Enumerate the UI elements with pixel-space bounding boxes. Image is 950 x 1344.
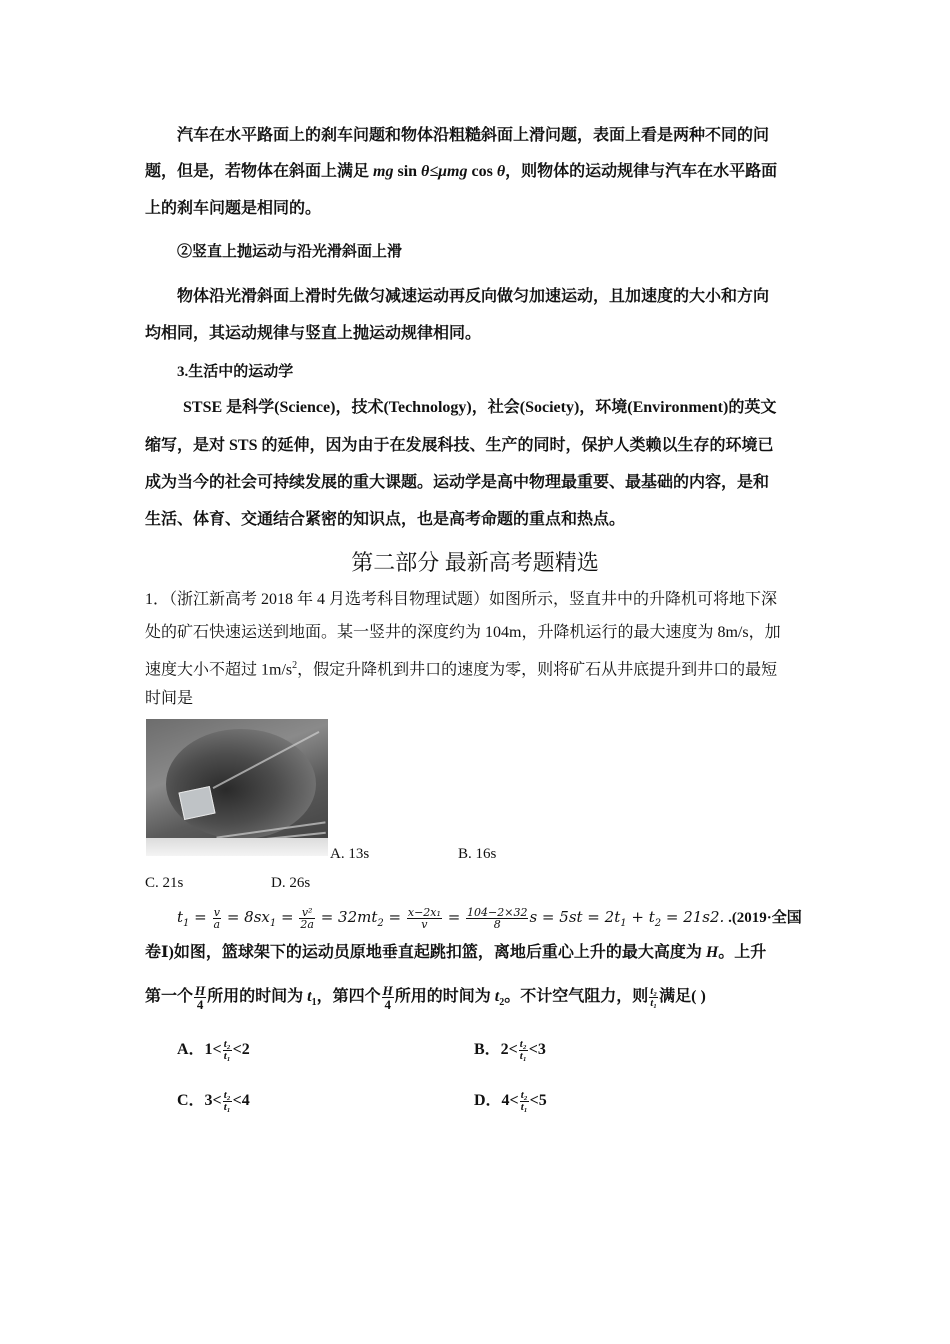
question-1-line-2: 处的矿石快速运送到地面。某一竖井的深度约为 104m，升降机运行的最大速度为 8m/s，加 xyxy=(145,624,781,641)
subheading-2: ②竖直上抛运动与沿光滑斜面上滑 xyxy=(177,244,403,260)
math-text: + t xyxy=(626,908,655,926)
q1-option-b: B. 16s xyxy=(458,846,497,862)
subscript: 2 xyxy=(377,918,384,929)
fraction-numerator: v xyxy=(213,906,220,920)
fraction-numerator: v² xyxy=(301,906,313,920)
subscript: 2 xyxy=(654,918,662,929)
math-text: = xyxy=(383,908,406,926)
text-span: ，假定升降机到井口的速度为零，则将矿石从井底提升到井口的最短 xyxy=(297,661,778,679)
fraction-t2-over-t1 xyxy=(520,1090,529,1113)
fraction-denominator: 4 xyxy=(194,997,206,1011)
math-text: = 8sx xyxy=(222,908,270,926)
text-span: A．1< xyxy=(177,1041,222,1058)
fraction-numerator: t₂ xyxy=(520,1088,528,1101)
mine-shaft-photo xyxy=(146,719,328,856)
fraction-denominator: a xyxy=(213,918,221,932)
text-span: 速度大小不超过 1m/s xyxy=(145,661,293,679)
fraction-t2-over-t1 xyxy=(223,1039,232,1062)
math-text: s = 5st = 2t xyxy=(529,908,621,926)
text-span: 第一个 xyxy=(145,988,194,1005)
text-span: <4 xyxy=(232,1092,250,1109)
fraction-numerator: H xyxy=(195,982,206,998)
q1-option-c: C. 21s xyxy=(145,875,184,891)
math-var: θ≤μmg xyxy=(421,163,468,180)
text-span: 。上升 xyxy=(718,944,767,961)
superscript: 2 xyxy=(292,660,298,671)
fraction-denominator: t₁ xyxy=(520,1100,528,1113)
question-2-line-2 xyxy=(145,982,706,1018)
fraction xyxy=(466,907,528,930)
paragraph-3-line-2: 缩写，是对 STS 的延伸，因为由于在发展科技、生产的同时，保护人类赖以生存的环境已 xyxy=(145,437,774,454)
text-span: 卷Ⅰ)如图，篮球架下的运动员原地垂直起跳扣篮，离地后重心上升的最大高度为 xyxy=(145,944,706,961)
text-span: 所用的时间为 xyxy=(207,988,308,1005)
math-text: = xyxy=(189,908,212,926)
fraction-denominator: t₁ xyxy=(223,1100,231,1113)
text-span: <2 xyxy=(232,1041,250,1058)
question-2-line-1 xyxy=(145,943,766,963)
math-text: = 32mt xyxy=(315,908,378,926)
fraction-denominator: 2a xyxy=(300,918,314,932)
q1-option-d: D. 26s xyxy=(271,875,311,891)
text-span: 所用的时间为 xyxy=(394,988,495,1005)
fraction-numerator: t₂ xyxy=(650,984,658,997)
text-span: B．2< xyxy=(474,1041,518,1058)
q2-option-d xyxy=(474,1088,547,1114)
fraction-denominator: 8 xyxy=(466,918,528,930)
paragraph-2-line-1: 物体沿光滑斜面上滑时先做匀减速运动再反向做匀加速运动，且加速度的大小和方向 xyxy=(177,288,770,305)
fraction-t2-over-t1 xyxy=(519,1039,528,1062)
q2-option-c xyxy=(177,1088,250,1114)
fraction-denominator: t₁ xyxy=(650,996,658,1009)
q1-option-a: A. 13s xyxy=(330,846,370,862)
fraction-t2-over-t1 xyxy=(649,986,658,1009)
text-span: C．3< xyxy=(177,1092,222,1109)
question-1-line-4: 时间是 xyxy=(145,690,194,707)
paragraph-1-line-1: 汽车在水平路面上的刹车问题和物体沿粗糙斜面上滑问题，表面上看是两种不同的问 xyxy=(177,127,770,144)
fraction-numerator: t₂ xyxy=(223,1037,231,1050)
fraction-denominator: t₁ xyxy=(223,1049,231,1062)
subscript: 1 xyxy=(269,918,277,929)
subscript: 1 xyxy=(620,918,627,929)
text-span: cos xyxy=(467,163,497,180)
text-span: 题，但是，若物体在斜面上满足 xyxy=(145,163,374,180)
photo-bottom-edge xyxy=(146,838,328,856)
fraction-numerator: x−2x₁ xyxy=(407,906,441,920)
text-span: <3 xyxy=(528,1041,546,1058)
text-span: ，则物体的运动规律与汽车在水平路面 xyxy=(505,163,778,180)
subscript: 1 xyxy=(183,918,190,929)
math-text: = 21s2. xyxy=(661,908,725,926)
fraction-denominator: 4 xyxy=(382,997,394,1011)
fraction-numerator: H xyxy=(382,982,393,998)
paragraph-2-line-2: 均相同，其运动规律与竖直上抛运动规律相同。 xyxy=(145,325,482,342)
text-span: sin xyxy=(393,163,422,180)
fraction-h-over-4 xyxy=(382,984,394,1011)
text-span: D．4< xyxy=(474,1092,519,1109)
fraction xyxy=(213,907,222,930)
part-2-title: 第二部分 最新高考题精选 xyxy=(351,550,599,575)
fraction xyxy=(299,907,315,930)
math-var: H xyxy=(705,944,719,961)
text-span: .(2019·全国 xyxy=(724,910,802,926)
section-3-heading: 3.生活中的运动学 xyxy=(177,364,294,380)
fraction-numerator: t₂ xyxy=(519,1037,527,1050)
question-1-line-3 xyxy=(145,656,777,680)
subscript: 2 xyxy=(499,997,505,1009)
text-span: 。不计空气阻力，则 xyxy=(504,988,649,1005)
fraction-t2-over-t1 xyxy=(223,1090,232,1113)
subscript: 1 xyxy=(311,997,317,1009)
fraction-numerator: t₂ xyxy=(223,1088,231,1101)
fraction xyxy=(407,907,442,930)
math-var: θ xyxy=(496,163,506,180)
math-var: t xyxy=(307,988,312,1005)
q1-solution-line xyxy=(177,905,802,936)
fraction-h-over-4 xyxy=(194,984,206,1011)
fraction-numerator: 104−2×32 xyxy=(467,906,528,920)
math-var: t xyxy=(177,908,184,926)
q2-option-a xyxy=(177,1037,250,1063)
paragraph-3-line-3: 成为当今的社会可持续发展的重大课题。运动学是高中物理最重要、最基础的内容，是和 xyxy=(145,474,770,491)
paragraph-3-line-4: 生活、体育、交通结合紧密的知识点，也是高考命题的重点和热点。 xyxy=(145,511,626,528)
math-var: t xyxy=(494,988,500,1005)
paragraph-1-line-2 xyxy=(145,162,777,182)
question-1-line-1: 1．（浙江新高考 2018 年 4 月选考科目物理试题）如图所示，竖直井中的升降机可将地下深 xyxy=(145,591,778,608)
math-text: = xyxy=(442,908,466,926)
text-span: <5 xyxy=(529,1092,547,1109)
paragraph-1-line-3: 上的刹车问题是相同的。 xyxy=(145,200,322,217)
fraction-denominator: t₁ xyxy=(519,1049,527,1062)
text-span: 满足( ) xyxy=(659,988,706,1005)
math-var: mg xyxy=(373,163,394,180)
math-text: = xyxy=(276,908,299,926)
q2-option-b xyxy=(474,1037,546,1063)
paragraph-3-line-1: STSE 是科学(Science)，技术(Technology)，社会(Society)，环境(Environment)的英文 xyxy=(183,399,777,416)
text-span: ，第四个 xyxy=(316,988,381,1005)
fraction-denominator: v xyxy=(407,918,442,930)
